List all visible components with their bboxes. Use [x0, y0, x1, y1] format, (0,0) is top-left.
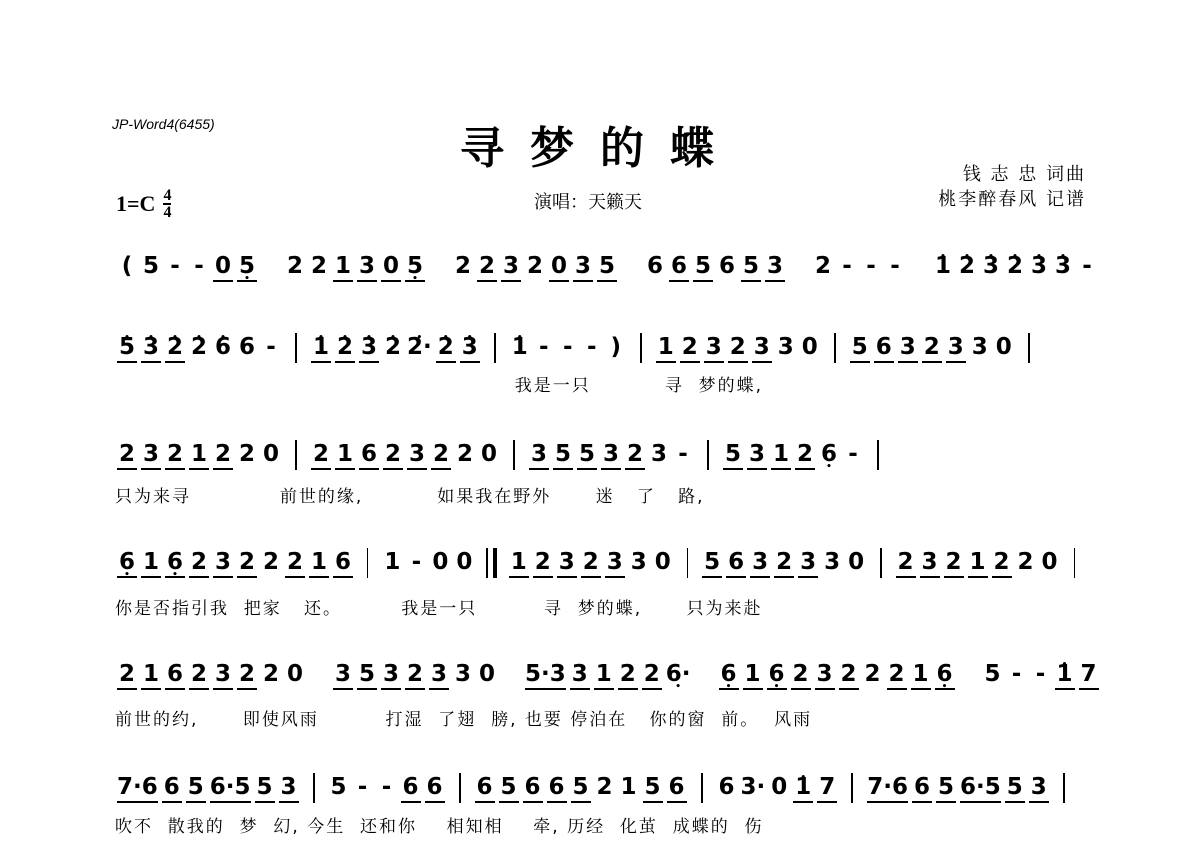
note: 5	[1005, 773, 1025, 803]
note: 3	[213, 660, 233, 690]
note: • 3	[1053, 252, 1073, 280]
note: 0	[262, 441, 279, 467]
note: 2	[383, 440, 403, 470]
measure	[848, 333, 1016, 363]
key-signature	[116, 188, 171, 220]
note: 5	[597, 252, 617, 282]
note: • 2	[335, 333, 355, 363]
measure	[309, 440, 501, 470]
note: 0	[771, 774, 788, 800]
note: 6	[333, 548, 353, 578]
note: 2	[431, 440, 451, 470]
measure	[115, 252, 259, 282]
note: 6 •	[935, 660, 955, 690]
note: 3	[601, 440, 621, 470]
note: 7·6	[117, 773, 158, 803]
note: 1	[509, 548, 529, 578]
measure	[115, 773, 301, 803]
note: 2	[189, 660, 209, 690]
note: (	[121, 253, 133, 279]
source-label: JP-Word4(6455)	[112, 116, 215, 132]
note: 2	[237, 660, 257, 690]
measure	[507, 548, 675, 578]
barline	[1028, 333, 1030, 363]
barline	[295, 440, 297, 470]
note: -	[562, 334, 573, 360]
note: • 6	[213, 333, 233, 361]
note: -	[1011, 661, 1022, 687]
note: -	[266, 334, 276, 360]
lyrics-line: 你是否指引我 把家 还。 我是一只 寻 梦的蝶, 只为来赴	[115, 599, 763, 619]
note: • 2	[383, 333, 403, 361]
barline	[640, 333, 642, 363]
note: 2	[405, 660, 425, 690]
note: 2	[864, 661, 881, 687]
note: 2	[728, 333, 748, 363]
note: • 1	[933, 252, 953, 280]
note: 6· •	[666, 660, 691, 688]
note: 2	[456, 441, 473, 467]
barline	[313, 773, 315, 803]
measure	[721, 440, 865, 470]
note: 6	[718, 774, 735, 800]
note: 2	[533, 548, 553, 578]
note: 3	[213, 548, 233, 578]
note: 6·5	[210, 773, 251, 803]
note: 3	[429, 660, 449, 690]
note: 1	[656, 333, 676, 363]
note: 3	[824, 549, 841, 575]
note: 2	[944, 548, 964, 578]
note: 2	[310, 253, 327, 279]
note: • 2	[165, 333, 185, 363]
note: 5	[553, 440, 573, 470]
note: 5	[693, 252, 713, 282]
note: 3	[557, 548, 577, 578]
barline	[701, 773, 703, 803]
measure	[700, 548, 868, 578]
note: 0	[213, 252, 233, 282]
note: 6	[726, 548, 746, 578]
note: 0	[432, 549, 449, 575]
note: 3	[747, 440, 767, 470]
credits	[938, 162, 1086, 212]
note: 6	[475, 773, 495, 803]
note: 6	[162, 773, 182, 803]
note: 2	[285, 548, 305, 578]
note: 2	[262, 549, 279, 575]
note: 3	[407, 440, 427, 470]
note: 5	[255, 773, 275, 803]
note: 0	[381, 252, 401, 282]
barline	[880, 548, 881, 578]
note: 2	[213, 440, 233, 470]
note: • 2	[957, 252, 977, 280]
note: 6	[401, 773, 421, 803]
note: 5	[357, 660, 377, 690]
note: • 3	[981, 252, 1001, 280]
lyrics-line: 吹不 散我的 梦 幻, 今生 还和你 相知相 牵, 历经 化茧 成蝶的 伤	[115, 817, 764, 837]
barline	[687, 548, 688, 578]
note: • 5	[117, 333, 137, 363]
note: 6	[523, 773, 543, 803]
note: 3	[946, 333, 966, 363]
note: 1	[743, 660, 763, 690]
note: 3	[750, 548, 770, 578]
note: 2	[814, 253, 831, 279]
note: 2	[165, 440, 185, 470]
barline	[295, 333, 297, 363]
note: 3	[141, 440, 161, 470]
note: 6	[874, 333, 894, 363]
note: 5	[741, 252, 761, 282]
note: • 3	[460, 333, 480, 363]
measure	[115, 333, 283, 363]
note: 3	[501, 252, 521, 282]
measure	[508, 333, 628, 361]
measure	[894, 548, 1062, 578]
note: -	[890, 253, 900, 279]
note: 2	[896, 548, 916, 578]
measure	[309, 333, 482, 363]
note: • 1	[311, 333, 331, 363]
score-row	[115, 660, 1097, 690]
note: 6	[359, 440, 379, 470]
note: 3	[798, 548, 818, 578]
note: 2	[618, 660, 638, 690]
note: -	[586, 334, 597, 360]
note: 5	[723, 440, 743, 470]
note: • 1	[1055, 660, 1075, 690]
note: 6	[718, 253, 735, 279]
note: 6	[646, 253, 663, 279]
measure	[380, 548, 476, 576]
note: 1	[335, 440, 355, 470]
note: 6	[547, 773, 567, 803]
note: 6 •	[767, 660, 787, 690]
note: -	[194, 253, 204, 279]
note: 5	[330, 774, 347, 800]
note: 5 •	[405, 252, 425, 282]
note: 7	[817, 773, 837, 803]
note: 3	[381, 660, 401, 690]
note: 6	[667, 773, 687, 803]
note: 2	[887, 660, 907, 690]
note: 2	[596, 774, 613, 800]
measure	[865, 773, 1051, 803]
barline	[513, 440, 515, 470]
note: 0	[478, 661, 495, 687]
note: 2	[117, 660, 137, 690]
measure	[717, 660, 957, 690]
barline	[486, 548, 496, 578]
song-title: 寻梦的蝶	[460, 123, 740, 174]
note: 3	[529, 440, 549, 470]
note: 2	[1017, 549, 1034, 575]
lyrics-line: 只为来寻 前世的缘, 如果我在野外 迷 了 路,	[115, 487, 705, 507]
note: -	[1082, 253, 1092, 279]
note: 1	[141, 548, 161, 578]
measure	[331, 660, 499, 690]
note: 2	[117, 440, 137, 470]
note: 5	[186, 773, 206, 803]
note: 6	[669, 252, 689, 282]
note: • 3	[141, 333, 161, 363]
note: • 3	[1029, 252, 1049, 280]
note: -	[848, 441, 858, 467]
score-row	[115, 252, 1092, 282]
score-row	[115, 773, 1087, 803]
note: 5	[936, 773, 956, 803]
note: • 3	[359, 333, 379, 363]
note: 2	[262, 661, 279, 687]
barline	[1074, 548, 1075, 578]
note: 3	[454, 661, 471, 687]
barline	[707, 440, 709, 470]
barline	[367, 548, 368, 578]
note: 0	[654, 549, 671, 575]
note: 1	[968, 548, 988, 578]
note: 3	[650, 441, 667, 467]
note: 5	[499, 773, 519, 803]
score-row	[115, 333, 1087, 363]
note: 0	[1041, 549, 1058, 575]
note: -	[170, 253, 180, 279]
measure	[327, 773, 447, 803]
note: 5·3	[525, 660, 566, 690]
time-bottom: 4	[163, 204, 172, 221]
time-top: 4	[163, 187, 172, 204]
note: 3	[279, 773, 299, 803]
note: -	[381, 774, 392, 800]
note: 5	[142, 253, 159, 279]
score-row	[115, 440, 1087, 470]
note: 2	[526, 253, 543, 279]
note: 2	[992, 548, 1012, 578]
note: 2	[642, 660, 662, 690]
measure	[643, 252, 787, 282]
note: 0	[549, 252, 569, 282]
measure	[527, 440, 695, 470]
note: 2	[237, 548, 257, 578]
note: 2	[311, 440, 331, 470]
note: 2	[625, 440, 645, 470]
note: 1	[594, 660, 614, 690]
note: 2	[839, 660, 859, 690]
note: 2	[238, 441, 255, 467]
note: 7	[1079, 660, 1099, 690]
note: 2	[454, 253, 471, 279]
note: 3	[777, 334, 794, 360]
barline	[834, 333, 836, 363]
measure	[115, 548, 355, 578]
note: 0	[995, 334, 1012, 360]
note: 6	[912, 773, 932, 803]
note: 2	[774, 548, 794, 578]
measure	[715, 773, 840, 803]
note: 1	[771, 440, 791, 470]
barline	[1063, 773, 1065, 803]
measure	[931, 252, 1099, 280]
note: 6 •	[165, 548, 185, 578]
note: 6	[425, 773, 445, 803]
note: • 1	[793, 773, 813, 803]
note: 5 •	[237, 252, 257, 282]
note: -	[357, 774, 368, 800]
note: 3	[971, 334, 988, 360]
note: 3	[765, 252, 785, 282]
performer: 演唱：天籁天	[534, 192, 642, 213]
note: 5	[984, 661, 1001, 687]
note: 0	[848, 549, 865, 575]
note: 3	[898, 333, 918, 363]
note: 6 •	[117, 548, 137, 578]
measure	[115, 440, 283, 470]
note: 3	[357, 252, 377, 282]
note: 6 •	[819, 440, 839, 468]
note: -	[866, 253, 876, 279]
note: 1	[309, 548, 329, 578]
time-signature	[163, 188, 171, 220]
note: 2	[795, 440, 815, 470]
key-label: 1=C	[116, 191, 156, 216]
note: • 1	[510, 333, 530, 361]
note: 0	[801, 334, 818, 360]
note: 3	[630, 549, 647, 575]
measure	[283, 252, 427, 282]
note: 5	[571, 773, 591, 803]
measure	[811, 252, 907, 280]
measure	[981, 660, 1101, 690]
note: 1	[620, 774, 637, 800]
barline	[459, 773, 461, 803]
note: 2	[286, 253, 303, 279]
note: 5	[643, 773, 663, 803]
note: 6·5	[960, 773, 1001, 803]
note: 7·6	[867, 773, 908, 803]
note: 2	[581, 548, 601, 578]
note: 1	[333, 252, 353, 282]
note: 3	[920, 548, 940, 578]
measure	[451, 252, 619, 282]
note: )	[610, 334, 621, 360]
note: -	[538, 334, 549, 360]
note: 1	[384, 549, 401, 575]
note: 6 •	[719, 660, 739, 690]
measure	[115, 660, 307, 690]
note: 1	[189, 440, 209, 470]
note: 2	[189, 548, 209, 578]
measure	[523, 660, 693, 690]
note: 3	[704, 333, 724, 363]
credit-lyrics-music: 钱 志 忠 词曲	[962, 164, 1086, 185]
note: 0	[480, 441, 497, 467]
note: 1	[911, 660, 931, 690]
note: 2	[922, 333, 942, 363]
note: 5	[850, 333, 870, 363]
barline	[851, 773, 853, 803]
note: 6	[238, 334, 255, 360]
note: 3	[752, 333, 772, 363]
note: 3·	[740, 774, 766, 800]
note: -	[842, 253, 852, 279]
lyrics-line: 前世的约, 即使风雨 打湿 了翅 膀, 也要 停泊在 你的窗 前。 风雨	[115, 710, 813, 730]
note: 0	[456, 549, 473, 575]
measure	[473, 773, 689, 803]
note: 3	[815, 660, 835, 690]
note: 3	[1029, 773, 1049, 803]
note: -	[411, 549, 422, 575]
lyrics-line: 我是一只 寻 梦的蝶,	[115, 376, 764, 396]
note: 3	[605, 548, 625, 578]
note: 6	[165, 660, 185, 690]
note: • 2	[436, 333, 456, 363]
note: • 2	[1005, 252, 1025, 280]
note: -	[1035, 661, 1046, 687]
note: 2	[680, 333, 700, 363]
score-row	[115, 548, 1087, 578]
credit-transcriber: 桃李醉春风 记谱	[938, 189, 1086, 210]
note: 3	[333, 660, 353, 690]
note: • 2	[189, 333, 209, 361]
measure	[654, 333, 822, 363]
barline	[877, 440, 879, 470]
barline	[494, 333, 496, 363]
note: 5	[577, 440, 597, 470]
note: 3	[573, 252, 593, 282]
note: 5	[702, 548, 722, 578]
note: • 2·	[407, 333, 432, 361]
note: 1	[141, 660, 161, 690]
note: 2	[477, 252, 497, 282]
note: 3	[570, 660, 590, 690]
note: 2	[791, 660, 811, 690]
note: 0	[286, 661, 303, 687]
note: -	[678, 441, 688, 467]
